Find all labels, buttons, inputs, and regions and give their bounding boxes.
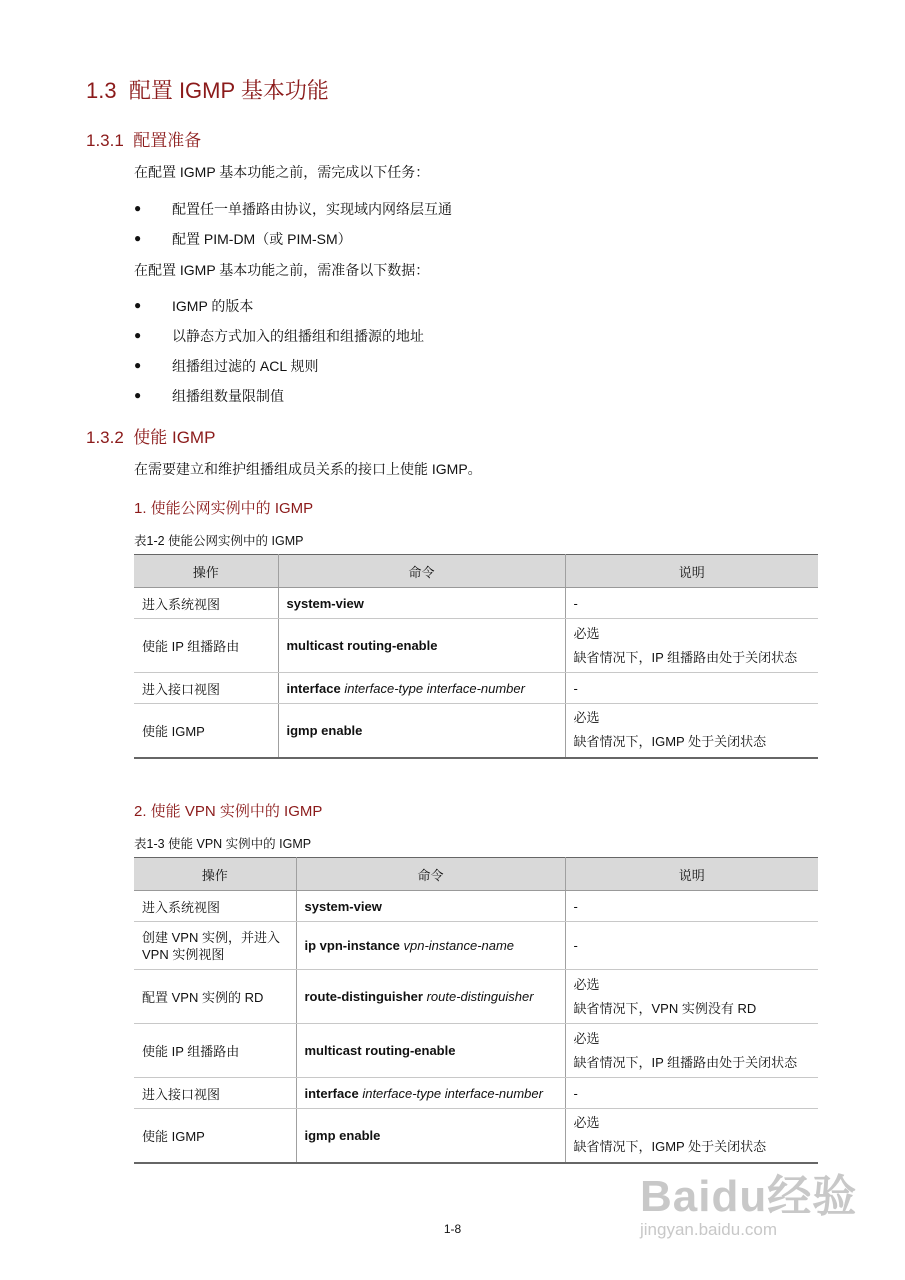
subsection-title: 1. 使能公网实例中的 IGMP [134, 500, 314, 517]
heading-title: 配置 IGMP 基本功能 [128, 78, 329, 103]
note-cell: 必选 缺省情况下，IGMP 处于关闭状态 [565, 1109, 818, 1163]
table-caption: 表1-2 使能公网实例中的 IGMP [134, 534, 304, 548]
table-row [134, 619, 818, 673]
cmd-cell: route-distinguisher route-distinguisher [296, 970, 565, 1024]
section-heading-1-3-1 [86, 126, 201, 151]
op-cell: 进入系统视图 [134, 588, 278, 619]
table-row [134, 673, 818, 704]
op-cell: 使能 IP 组播路由 [134, 619, 278, 673]
note-cell: - [565, 891, 818, 922]
note-cell: 必选 缺省情况下，IP 组播路由处于关闭状态 [565, 1024, 818, 1078]
table-vpn-igmp [134, 857, 818, 1164]
op-cell: 使能 IP 组播路由 [134, 1024, 296, 1078]
note-cell: - [565, 588, 818, 619]
baidu-watermark-logo: Baidu经验 jingyan.baidu.com [640, 1172, 858, 1239]
cmd-cell: multicast routing-enable [278, 619, 565, 673]
section-heading-1-3-2 [86, 423, 215, 448]
cmd-cell: interface interface-type interface-number [278, 673, 565, 704]
table-header-row [134, 858, 818, 891]
section-title: 使能 IGMP [133, 428, 216, 447]
op-cell: 进入接口视图 [134, 673, 278, 704]
cmd-cell: igmp enable [296, 1109, 565, 1163]
section-title: 配置准备 [133, 131, 202, 150]
column-header: 操作 [134, 555, 278, 588]
table-header-row [134, 555, 818, 588]
op-cell: 创建 VPN 实例，并进入 VPN 实例视图 [134, 922, 296, 970]
paragraph: 在配置 IGMP 基本功能之前，需完成以下任务： [134, 164, 430, 180]
table-row [134, 1078, 818, 1109]
cmd-cell: system-view [278, 588, 565, 619]
cmd-cell: system-view [296, 891, 565, 922]
table-caption: 表1-3 使能 VPN 实例中的 IGMP [134, 837, 312, 851]
column-header: 操作 [134, 858, 296, 891]
note-cell: 必选 缺省情况下，VPN 实例没有 RD [565, 970, 818, 1024]
table-row [134, 704, 818, 758]
cmd-cell: igmp enable [278, 704, 565, 758]
op-cell: 进入接口视图 [134, 1078, 296, 1109]
note-cell: - [565, 673, 818, 704]
table-public-igmp [134, 554, 818, 759]
table-row [134, 891, 818, 922]
column-header: 说明 [565, 555, 818, 588]
note-cell: - [565, 1078, 818, 1109]
paragraph: 在需要建立和维护组播组成员关系的接口上使能 IGMP。 [134, 461, 482, 477]
section-number: 1.3.1 [86, 131, 124, 150]
cmd-cell: ip vpn-instance vpn-instance-name [296, 922, 565, 970]
column-header: 命令 [278, 555, 565, 588]
op-cell: 使能 IGMP [134, 1109, 296, 1163]
note-cell: 必选 缺省情况下，IGMP 处于关闭状态 [565, 704, 818, 758]
page-number: 1-8 [443, 1222, 462, 1236]
section-number: 1.3.2 [86, 428, 124, 447]
table-row [134, 1109, 818, 1163]
table-row [134, 970, 818, 1024]
op-cell: 配置 VPN 实例的 RD [134, 970, 296, 1024]
note-cell: 必选 缺省情况下，IP 组播路由处于关闭状态 [565, 619, 818, 673]
op-cell: 进入系统视图 [134, 891, 296, 922]
table-row [134, 1024, 818, 1078]
column-header: 说明 [565, 858, 818, 891]
section-heading-1-3 [86, 74, 329, 105]
subsection-title: 2. 使能 VPN 实例中的 IGMP [134, 803, 323, 820]
paragraph: 在配置 IGMP 基本功能之前，需准备以下数据： [134, 262, 430, 278]
cmd-cell: multicast routing-enable [296, 1024, 565, 1078]
column-header: 命令 [296, 858, 565, 891]
op-cell: 使能 IGMP [134, 704, 278, 758]
table-row [134, 922, 818, 970]
cmd-cell: interface interface-type interface-number [296, 1078, 565, 1109]
note-cell: - [565, 922, 818, 970]
table-row [134, 588, 818, 619]
heading-number: 1.3 [86, 78, 117, 103]
